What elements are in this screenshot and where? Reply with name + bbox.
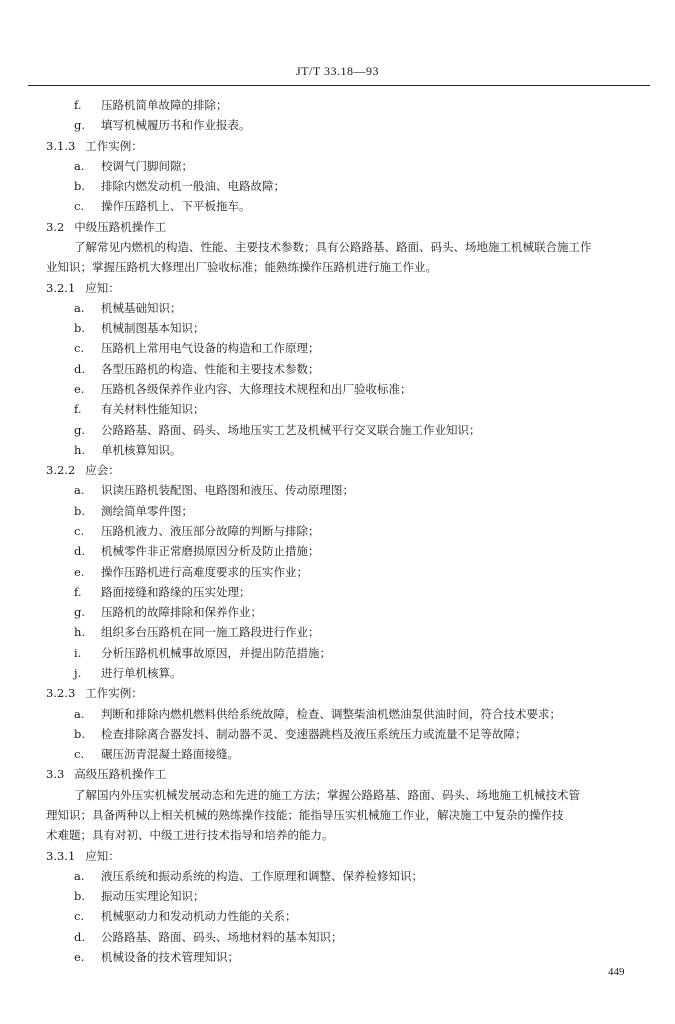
list-item bbox=[74, 118, 644, 132]
section-heading bbox=[46, 767, 166, 781]
item-label: e. bbox=[74, 382, 85, 396]
page-number: 449 bbox=[608, 966, 625, 978]
list-item bbox=[74, 199, 644, 213]
item-text: 压路机简单故障的排除； bbox=[101, 98, 228, 112]
item-label: b. bbox=[74, 179, 86, 193]
item-text: 组织多台压路机在同一施工路段进行作业； bbox=[101, 625, 320, 639]
list-item bbox=[74, 869, 644, 883]
item-text: 测绘简单零件图； bbox=[101, 504, 193, 518]
item-label: b. bbox=[74, 504, 86, 518]
item-label: c. bbox=[74, 524, 85, 538]
subsection-heading bbox=[46, 686, 143, 700]
item-label: a. bbox=[74, 707, 85, 721]
item-label: c. bbox=[74, 747, 85, 761]
item-label: c. bbox=[74, 199, 85, 213]
item-label: i. bbox=[74, 646, 82, 660]
list-item bbox=[74, 565, 644, 579]
item-label: a. bbox=[74, 483, 85, 497]
paragraph-line: 了解常见内燃机的构造、性能、主要技术参数；具有公路路基、路面、码头、场地施工机械联合施工作 bbox=[74, 240, 592, 254]
item-label: c. bbox=[74, 341, 85, 355]
section-number: 3.2.1 bbox=[46, 281, 76, 295]
item-text: 填写机械履历书和作业报表。 bbox=[101, 118, 251, 132]
item-label: d. bbox=[74, 930, 86, 944]
item-text: 排除内燃发动机一般油、电路故障； bbox=[101, 179, 285, 193]
item-label: g. bbox=[74, 118, 86, 132]
item-text: 机械基础知识； bbox=[101, 301, 182, 315]
item-text: 操作压路机上、下平板拖车。 bbox=[101, 199, 251, 213]
list-item bbox=[74, 747, 644, 761]
list-item bbox=[74, 930, 644, 944]
item-text: 分析压路机机械事故原因，并提出防范措施； bbox=[101, 646, 331, 660]
item-label: f. bbox=[74, 402, 82, 416]
item-label: h. bbox=[74, 443, 86, 457]
item-text: 进行单机核算。 bbox=[101, 666, 182, 680]
item-text: 识读压路机装配图、电路图和液压、传动原理图； bbox=[101, 483, 354, 497]
list-item bbox=[74, 889, 644, 903]
paragraph-line: 术难题；具有对初、中级工进行技术指导和培养的能力。 bbox=[46, 828, 334, 842]
section-number: 3.1.3 bbox=[46, 139, 76, 153]
item-text: 检查排除离合器发抖、制动器不灵、变速器跳档及液压系统压力或流量不足等故障； bbox=[101, 727, 527, 741]
list-item bbox=[74, 504, 644, 518]
item-text: 单机核算知识。 bbox=[101, 443, 182, 457]
list-item bbox=[74, 402, 644, 416]
item-label: g. bbox=[74, 605, 86, 619]
item-text: 操作压路机进行高难度要求的压实作业； bbox=[101, 565, 308, 579]
section-title: 应知： bbox=[85, 849, 120, 863]
item-text: 压路机的故障排除和保养作业； bbox=[101, 605, 262, 619]
list-item bbox=[74, 98, 644, 112]
section-number: 3.2 bbox=[46, 220, 65, 234]
item-text: 振动压实理论知识； bbox=[101, 889, 205, 903]
list-item bbox=[74, 727, 644, 741]
list-item bbox=[74, 524, 644, 538]
item-label: b. bbox=[74, 889, 86, 903]
header-rule bbox=[28, 85, 650, 86]
section-title: 工作实例： bbox=[85, 139, 143, 153]
item-label: h. bbox=[74, 625, 86, 639]
section-title: 应会： bbox=[85, 463, 120, 477]
list-item bbox=[74, 666, 644, 680]
list-item bbox=[74, 321, 644, 335]
item-label: e. bbox=[74, 565, 85, 579]
list-item bbox=[74, 362, 644, 376]
list-item bbox=[74, 423, 644, 437]
subsection-heading bbox=[46, 281, 120, 295]
list-item bbox=[74, 301, 644, 315]
list-item bbox=[74, 443, 644, 457]
list-item bbox=[74, 605, 644, 619]
section-title: 应知： bbox=[85, 281, 120, 295]
list-item bbox=[74, 950, 644, 964]
subsection-heading bbox=[46, 139, 143, 153]
item-text: 液压系统和振动系统的构造、工作原理和调整、保养检修知识； bbox=[101, 869, 423, 883]
item-text: 机械零件非正常磨损原因分析及防止措施； bbox=[101, 544, 320, 558]
item-text: 机械制图基本知识； bbox=[101, 321, 205, 335]
subsection-heading bbox=[46, 849, 120, 863]
item-text: 机械驱动力和发动机动力性能的关系； bbox=[101, 909, 297, 923]
list-item bbox=[74, 179, 644, 193]
list-item bbox=[74, 909, 644, 923]
list-item bbox=[74, 483, 644, 497]
item-text: 压路机上常用电气设备的构造和工作原理； bbox=[101, 341, 320, 355]
item-label: a. bbox=[74, 159, 85, 173]
item-label: b. bbox=[74, 727, 86, 741]
section-number: 3.3.1 bbox=[46, 849, 76, 863]
item-text: 机械设备的技术管理知识； bbox=[101, 950, 239, 964]
item-text: 有关材料性能知识； bbox=[101, 402, 205, 416]
item-label: a. bbox=[74, 869, 85, 883]
item-label: d. bbox=[74, 544, 86, 558]
list-item bbox=[74, 159, 644, 173]
item-text: 各型压路机的构造、性能和主要技术参数； bbox=[101, 362, 320, 376]
item-label: c. bbox=[74, 909, 85, 923]
item-label: a. bbox=[74, 301, 85, 315]
item-text: 公路路基、路面、码头、场地压实工艺及机械平行交叉联合施工作业知识； bbox=[101, 423, 481, 437]
section-number: 3.2.2 bbox=[46, 463, 76, 477]
item-text: 判断和排除内燃机燃料供给系统故障，检查、调整柴油机燃油泵供油时间，符合技术要求； bbox=[101, 707, 561, 721]
list-item bbox=[74, 707, 644, 721]
item-text: 校调气门脚间隙； bbox=[101, 159, 193, 173]
list-item bbox=[74, 585, 644, 599]
paragraph-line: 业知识；掌握压路机大修理出厂验收标准；能熟练操作压路机进行施工作业。 bbox=[46, 260, 437, 274]
section-title: 中级压路机操作工 bbox=[74, 220, 167, 234]
item-text: 路面接缝和路缘的压实处理； bbox=[101, 585, 251, 599]
item-label: d. bbox=[74, 362, 86, 376]
paragraph-line: 理知识；具备两种以上相关机械的熟练操作技能；能指导压实机械施工作业，解决施工中复杂的操作技 bbox=[46, 808, 564, 822]
item-text: 碾压沥青混凝土路面接缝。 bbox=[101, 747, 239, 761]
list-item bbox=[74, 544, 644, 558]
section-heading bbox=[46, 220, 166, 234]
item-label: g. bbox=[74, 423, 86, 437]
list-item bbox=[74, 646, 644, 660]
item-label: e. bbox=[74, 950, 85, 964]
list-item bbox=[74, 382, 644, 396]
standard-code-header: JT/T 33.18—93 bbox=[296, 64, 379, 78]
section-title: 高级压路机操作工 bbox=[74, 767, 167, 781]
item-text: 公路路基、路面、码头、场地材料的基本知识； bbox=[101, 930, 343, 944]
item-label: b. bbox=[74, 321, 86, 335]
item-label: f. bbox=[74, 585, 82, 599]
subsection-heading bbox=[46, 463, 120, 477]
list-item bbox=[74, 625, 644, 639]
section-title: 工作实例： bbox=[85, 686, 143, 700]
paragraph-line: 了解国内外压实机械发展动态和先进的施工方法；掌握公路路基、路面、码头、场地施工机械技术管 bbox=[74, 788, 580, 802]
item-label: j. bbox=[74, 666, 82, 680]
item-text: 压路机各级保养作业内容、大修理技术规程和出厂验收标准； bbox=[101, 382, 412, 396]
item-label: f. bbox=[74, 98, 82, 112]
item-text: 压路机液力、液压部分故障的判断与排除； bbox=[101, 524, 320, 538]
list-item bbox=[74, 341, 644, 355]
section-number: 3.2.3 bbox=[46, 686, 76, 700]
section-number: 3.3 bbox=[46, 767, 65, 781]
